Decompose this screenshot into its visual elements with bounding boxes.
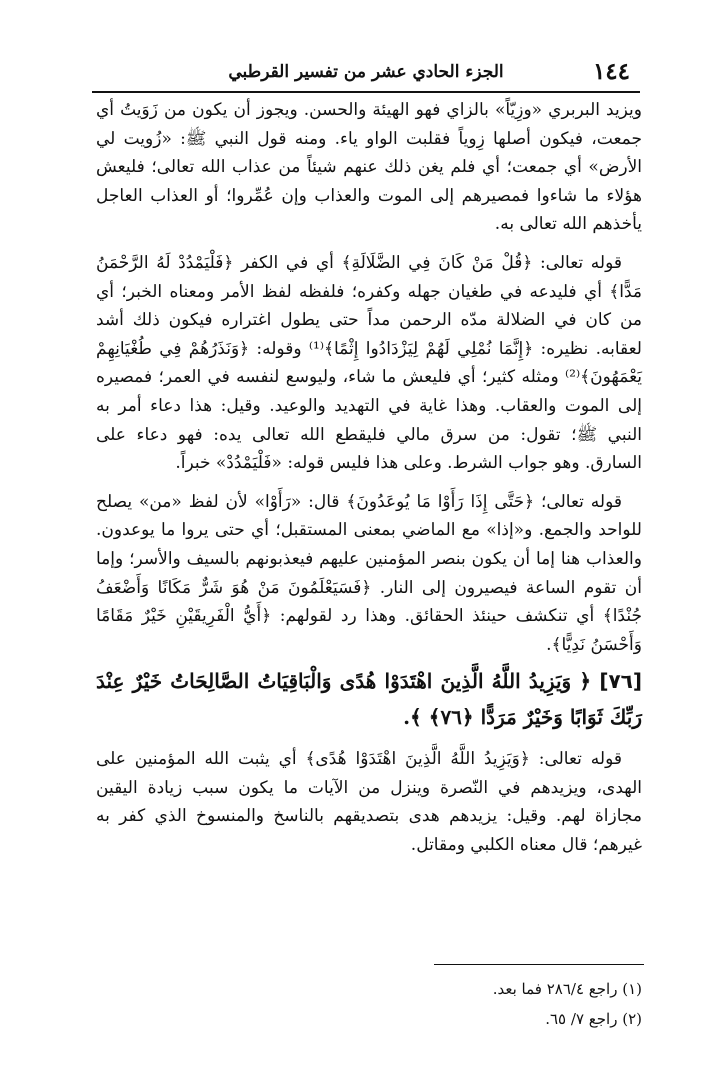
paragraph: ويزيد البربري «وزِيّاً» بالزاي فهو الهيئة والحسن. ويجوز أن يكون من زَوَيتُ أي جمعت، فيكون أصلها زِوياً فقلبت الواو ياء. ومنه قول النبي ﷺ: «زُويت لي الأرض» أي جمعت؛ أي فلم يغن ذلك عنهم شيئاً من عذاب الله تعالى؛ فليعش هؤلاء ما شاءوا فمصيرهم إلى الموت والعذاب وإن عُمِّروا؛ أو العذاب العاجل يأخذهم الله تعالى به.	[96, 100, 642, 235]
verse-text: ﴿ وَيَزِيدُ اللَّهُ الَّذِينَ اهْتَدَوْا هُدًى وَالْبَاقِيَاتُ الصَّالِحَاتُ خَيْرٌ عِنْدَ رَبِّكَ ثَوَابًا وَخَيْرٌ مَرَدًّا ﴿٧٦﴾ ﴾.	[96, 669, 642, 730]
paragraph: قوله تعالى: ﴿قُلْ مَنْ كَانَ فِي الضَّلَالَةِ﴾ أي في الكفر ﴿فَلْيَمْدُدْ لَهُ الرَّحْمَنُ مَدًّا﴾ أي فليدعه في طغيان جهله وكفره؛ فلفظه لفظ الأمر ومعناه الخبر؛ أي من كان في الضلالة مدّه الرحمن مداً حتى يطول اغتراره فيكون ذلك أشد لعقابه. نظيره: ﴿إِنَّمَا نُمْلِي لَهُمْ لِيَزْدَادُوا إِثْمًا﴾⁽¹⁾ وقوله: ﴿وَنَذَرُهُمْ فِي طُغْيَانِهِمْ يَعْمَهُونَ﴾⁽²⁾ ومثله كثير؛ أي فليعش ما شاء، وليوسع لنفسه في العمر؛ فمصيره إلى الموت والعقاب. وهذا غاية في التهديد والوعيد. وقيل: هذا دعاء أمر به النبي ﷺ؛ تقول: من سرق مالي فليقطع الله تعالى يده: فهو دعاء على السارق. وهو جواب الشرط. وعلى هذا فليس قوله: «فَلْيَمْدُدْ» خبراً.	[96, 252, 642, 474]
footnote: (٢) راجع ٧/ ٦٥.	[545, 1010, 642, 1028]
main-text	[96, 96, 642, 860]
footnote-rule	[434, 964, 644, 965]
running-title: الجزء الحادي عشر من تفسير القرطبي	[228, 62, 504, 82]
paragraph: قوله تعالى؛ ﴿حَتَّى إِذَا رَأَوْا مَا يُوعَدُونَ﴾ قال: «رَأَوْا» لأن لفظ «من» يصلح للواحد والجمع. و«إذا» مع الماضي بمعنى المستقبل؛ أي حتى يروا ما يوعدون. والعذاب هنا إما أن يكون بنصر المؤمنين عليهم فيعذبونهم بالسيف والأسر؛ وإما أن تقوم الساعة فيصيرون إلى النار. ﴿فَسَيَعْلَمُونَ مَنْ هُوَ شَرٌّ مَكَانًا وَأَضْعَفُ جُنْدًا﴾ أي تنكشف حينئذ الحقائق. وهذا رد لقولهم: ﴿أَيُّ الْفَرِيقَيْنِ خَيْرٌ مَقَامًا وَأَحْسَنُ نَدِيًّا﴾.	[96, 491, 642, 655]
page-number: ١٤٤	[592, 58, 630, 85]
footnote: (١) راجع ٢٨٦/٤ فما بعد.	[492, 980, 642, 998]
verse-number: [٧٦]	[599, 669, 643, 694]
verse-block	[96, 663, 642, 735]
paragraph: قوله تعالى: ﴿وَيَزِيدُ اللَّهُ الَّذِينَ اهْتَدَوْا هُدًى﴾ أي يثبت الله المؤمنين على الهدى، ويزيدهم في النّصرة وينزل من الآيات ما يكون سبب زيادة اليقين مجازاة لهم. وقيل: يزيدهم هدى بتصديقهم بالناسخ والمنسوخ الذي كفر به غيرهم؛ قال معناه الكلبي ومقاتل.	[96, 749, 642, 856]
footnotes	[340, 974, 642, 1034]
page-header	[92, 54, 640, 90]
header-rule	[92, 91, 640, 93]
